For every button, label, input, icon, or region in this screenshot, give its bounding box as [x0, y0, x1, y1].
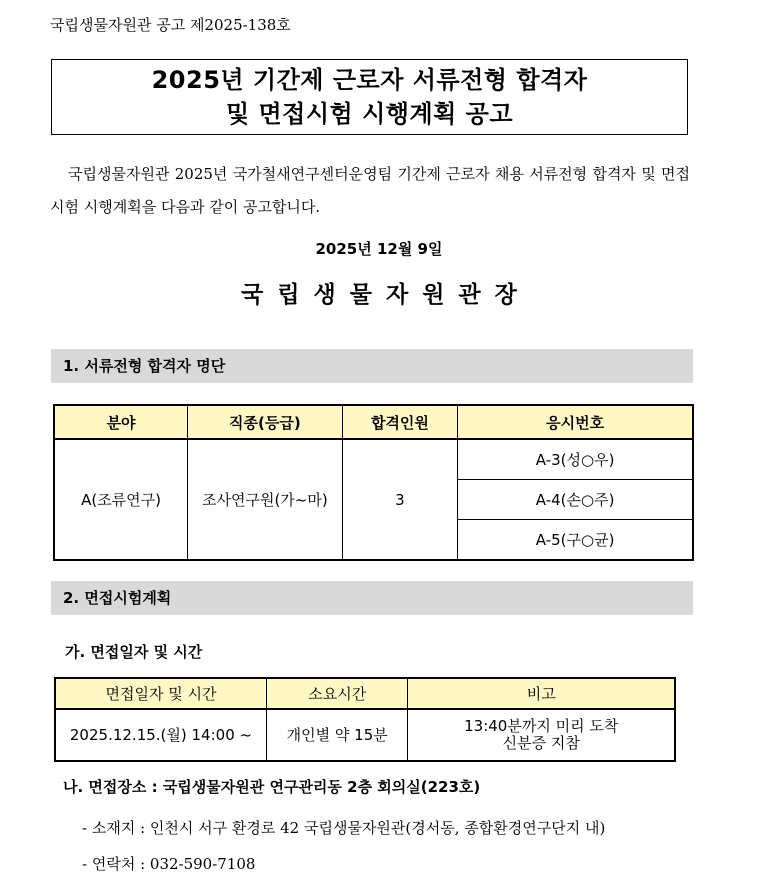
note-line-2: 신분증 지참 [502, 734, 580, 752]
cell-applicant: A-4(손○주) [458, 480, 693, 520]
table-row [55, 709, 675, 761]
cell-job: 조사연구원(가~마) [188, 439, 343, 560]
cell-duration: 개인별 약 15분 [266, 709, 407, 761]
header-count: 합격인원 [342, 405, 458, 439]
header-field: 분야 [54, 405, 188, 439]
cell-field: A(조류연구) [54, 439, 188, 560]
notice-number: 국립생물자원관 공고 제2025-138호 [50, 16, 291, 34]
notice-date: 2025년 12월 9일 [315, 240, 443, 258]
header-job: 직종(등급) [188, 405, 343, 439]
section-2-heading: 2. 면접시험계획 [51, 581, 693, 615]
interview-location: 나. 면접장소 : 국립생물자원관 연구관리동 2층 회의실(223호) [63, 778, 481, 796]
cell-note [408, 709, 675, 761]
issuer-name: 국립생물자원관장 [241, 282, 531, 308]
interview-schedule-table [54, 677, 676, 762]
table-header-row [54, 405, 693, 439]
header-note: 비고 [408, 678, 675, 709]
section-1-heading: 1. 서류전형 합격자 명단 [51, 349, 693, 383]
contact-line: - 연락처 : 032-590-7108 [82, 855, 256, 873]
intro-paragraph: 국립생물자원관 2025년 국가철새연구센터운영팀 기간제 근로자 채용 서류전형 합격자 및 면접시험 시행계획을 다음과 같이 공고합니다. [50, 165, 690, 216]
interview-schedule-subheading: 가. 면접일자 및 시간 [65, 643, 203, 661]
note-line-1: 13:40분까지 미리 도착 [464, 717, 619, 735]
cell-count: 3 [342, 439, 458, 560]
header-applicant-no: 응시번호 [458, 405, 693, 439]
header-duration: 소요시간 [266, 678, 407, 709]
table-row [54, 439, 693, 480]
cell-datetime: 2025.12.15.(월) 14:00 ~ [55, 709, 266, 761]
document-title [51, 59, 688, 135]
title-line-1: 2025년 기간제 근로자 서류전형 합격자 [151, 66, 588, 94]
cell-applicant: A-3(성○우) [458, 439, 693, 480]
title-line-2: 및 면접시험 시행계획 공고 [225, 100, 514, 128]
cell-applicant: A-5(구○균) [458, 520, 693, 561]
table-header-row [55, 678, 675, 709]
address-line: - 소재지 : 인천시 서구 환경로 42 국립생물자원관(경서동, 종합환경연구단지 내) [82, 819, 606, 837]
passed-applicants-table [53, 404, 694, 561]
header-datetime: 면접일자 및 시간 [55, 678, 266, 709]
